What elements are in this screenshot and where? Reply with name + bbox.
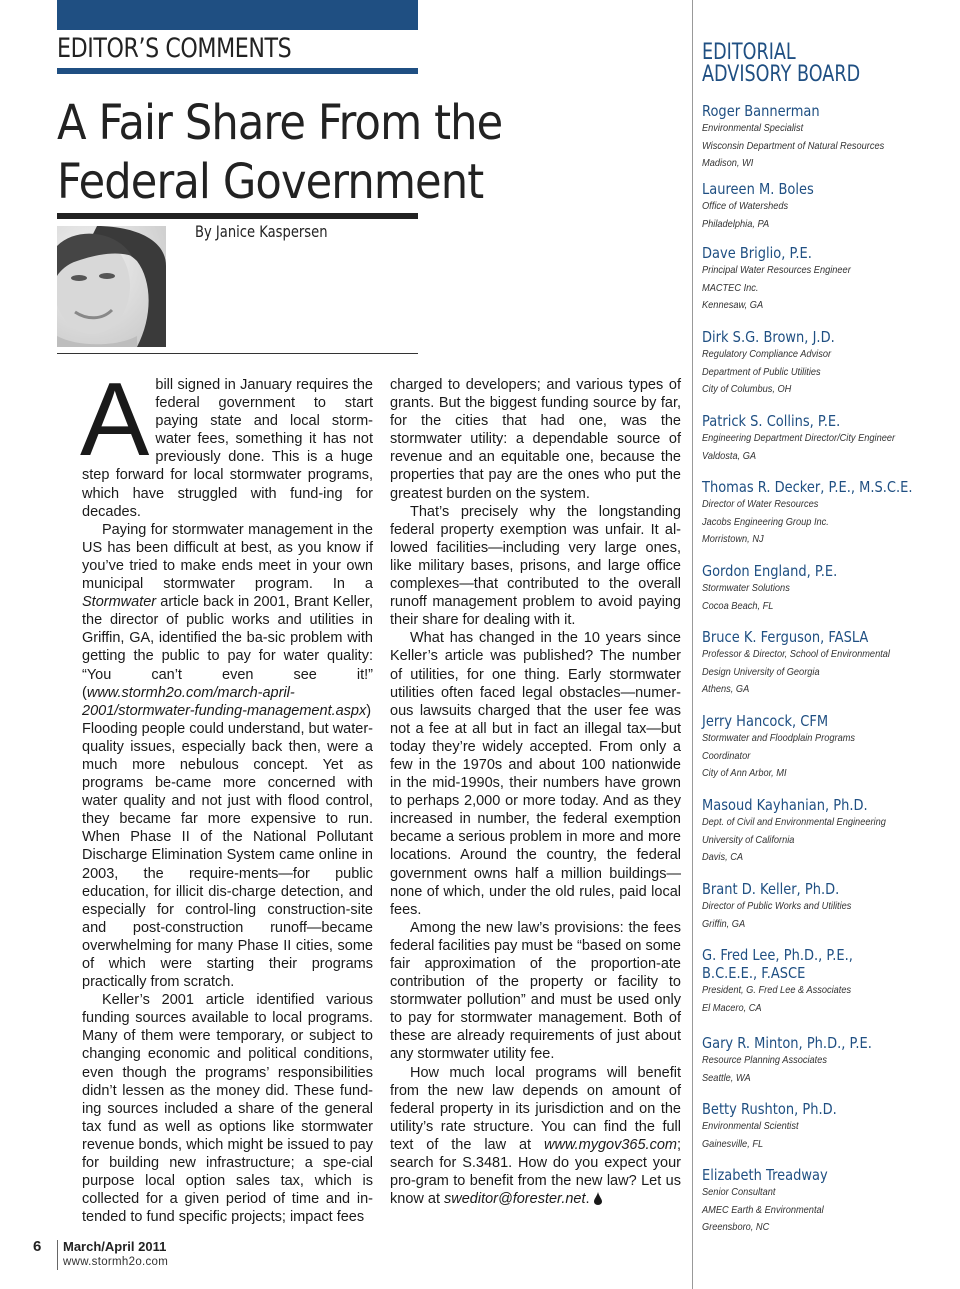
section-heading: EDITOR’S COMMENTS: [57, 33, 292, 64]
member-name: Roger Bannerman: [702, 102, 820, 120]
member-affiliation: Director of Public Works and Utilities: [702, 900, 852, 912]
board-member: [702, 562, 942, 615]
member-name: Gordon England, P.E.: [702, 562, 838, 580]
paragraph-text: That’s precisely why the longstanding federal property exemption was unfair. It al-lowed facilities—including very large ones, like military bases, prisons, and large office complexes—that contributed to the overall runoff management problem to avoid paying their share for dealing with it.: [390, 503, 681, 629]
member-name: Dave Briglio, P.E.: [702, 244, 812, 262]
member-affiliation: Resource Planning Associates: [702, 1054, 827, 1066]
member-affiliation: President, G. Fred Lee & Associates: [702, 984, 852, 996]
law-url: www.mygov365.com: [544, 1136, 677, 1153]
issue-date: March/April 2011: [63, 1239, 167, 1254]
member-name-cont: B.C.E.E., F.ASCE: [702, 964, 806, 982]
drop-cap: A: [80, 362, 150, 478]
paragraph: [82, 991, 373, 1226]
paragraph-text: .: [585, 1191, 594, 1208]
column-divider: [692, 0, 693, 1289]
board-member: [702, 880, 942, 933]
page-number: 6: [33, 1238, 42, 1255]
member-name: Gary R. Minton, Ph.D., P.E.: [702, 1034, 872, 1052]
member-name: Masoud Kayhanian, Ph.D.: [702, 796, 868, 814]
board-member: [702, 328, 942, 399]
member-affiliation: Wisconsin Department of Natural Resources: [702, 139, 885, 152]
top-color-bar: [57, 0, 418, 30]
paragraph: [390, 503, 681, 630]
byline: By Janice Kaspersen: [195, 222, 328, 241]
member-name: G. Fred Lee, Ph.D., P.E.,: [702, 946, 853, 964]
member-affiliation: Dept. of Civil and Environmental Engineering: [702, 816, 886, 828]
magazine-name: Stormwater: [82, 594, 157, 611]
member-affiliation: Cocoa Beach, FL: [702, 599, 774, 612]
article-column-2: [390, 376, 681, 1208]
paragraph: [390, 376, 681, 503]
paragraph-text: charged to developers; and various types of grants. But the biggest funding source by far, for the cities that had one, was the stormwater utility: a dependable source of revenue and an equitable one, because the properties that pay are the ones who put the greatest burden on the system.: [390, 377, 681, 502]
member-affiliation: Engineering Department Director/City Engineer: [702, 432, 896, 444]
member-affiliation: City of Columbus, OH: [702, 383, 792, 395]
footer-rule: [57, 1240, 58, 1270]
member-affiliation: Director of Water Resources: [702, 498, 819, 510]
member-affiliation: Regulatory Compliance Advisor: [702, 348, 832, 360]
member-affiliation: Design University of Georgia: [702, 665, 820, 678]
member-name: Thomas R. Decker, P.E., M.S.C.E.: [702, 478, 913, 496]
member-affiliation: Environmental Scientist: [702, 1120, 799, 1132]
member-affiliation: Senior Consultant: [702, 1186, 776, 1198]
paragraph-text: Keller’s 2001 article identified various funding sources available to local programs. Many of them were temporary, or subject to changing economic and political conditions, even though the programs’ responsibilities didn’t lessen as the money did. These fund-ing sources included a share of the general tax fund as well as options like stormwater revenue bonds, which might be issued to pay for building new infrastructure; a spe-cial purpose local option sales tax, which is collected for a given period of time and in-tended to fund specific projects; impact fees: [82, 992, 373, 1226]
water-drop-icon: [594, 1192, 602, 1205]
member-affiliation: Athens, GA: [702, 683, 750, 695]
footer-url: www.stormh2o.com: [63, 1256, 169, 1268]
board-member: [702, 628, 942, 699]
member-affiliation: Morristown, NJ: [702, 533, 764, 545]
article-url: www.stormh2o.com/march-april-2001/stormwater-funding-management.aspx: [82, 684, 367, 719]
board-member: [702, 180, 942, 233]
member-name: Laureen M. Boles: [702, 180, 814, 198]
member-affiliation: MACTEC Inc.: [702, 281, 759, 294]
paragraph: [82, 521, 373, 991]
member-name: Bruce K. Ferguson, FASLA: [702, 628, 869, 646]
member-affiliation: Greensboro, NC: [702, 1221, 770, 1233]
board-member: [702, 1166, 942, 1237]
member-name: Jerry Hancock, CFM: [702, 712, 829, 730]
member-affiliation: Seattle, WA: [702, 1071, 751, 1084]
board-member: [702, 412, 942, 465]
board-title-line-2: ADVISORY BOARD: [702, 62, 861, 87]
board-member: [702, 946, 942, 1017]
article-title: [57, 94, 525, 212]
title-line-2: Federal Government: [57, 154, 484, 210]
paragraph: [80, 362, 373, 521]
paragraph-text: bill signed in January requires the federal government to start paying state and local storm-water fees, something it has not previously done. This is a huge step forward for local stormwater programs, which have struggled with fund-ing for decades.: [82, 377, 373, 520]
paragraph-text: article back in 2001, Brant Keller, the director of public works and utilities in Griffin, GA, identified the ba-sic problem with getting the public to pay for water quality: “You can’t even see it!” (: [82, 594, 373, 701]
member-affiliation: Environmental Specialist: [702, 122, 804, 134]
board-member: [702, 1034, 942, 1087]
paragraph-text: ; search for S.3481. How do you expect your pro-gram to benefit from the new law? Let us know at: [390, 1136, 681, 1208]
member-affiliation: Philadelphia, PA: [702, 217, 770, 230]
member-name: Betty Rushton, Ph.D.: [702, 1100, 837, 1118]
member-affiliation: Stormwater Solutions: [702, 582, 790, 594]
member-affiliation: Gainesville, FL: [702, 1137, 764, 1150]
paragraph: [390, 1064, 681, 1209]
member-affiliation: Coordinator: [702, 749, 751, 762]
paragraph-text: Among the new law’s provisions: the fees federal facilities pay must be “based on some fair approximation of the proportion-ate contribution of the property or facility to stormwater pollution” and must be used only to pay for stormwater management. Both of these are already requirements of just about any stormwater utility fee.: [390, 919, 681, 1063]
member-affiliation: El Macero, CA: [702, 1001, 762, 1014]
member-affiliation: Griffin, GA: [702, 917, 746, 930]
member-affiliation: Office of Watersheds: [702, 200, 789, 212]
editor-email: sweditor@forester.net: [444, 1191, 586, 1208]
photo-rule: [57, 353, 418, 354]
paragraph-text: What has changed in the 10 years since Keller’s article was published? The number of utilities, for one thing. Early stormwater utilities often faced legal obstacles—numer-ous lawsuits charged that the user fee was not a fee at all but in fact an illegal tax—but today they’re widely accepted. From only a few in the 1970s and about 100 nationwide in the mid-1990s, their numbers have grown to perhaps 2,000 or more today. And as they increased in number, the federal exemption became a serious problem in more and more locations. Around the country, the federal government owns half a million buildings—none of which, under the old rules, paid local fees.: [390, 630, 681, 918]
paragraph-text: How much local programs will benefit from the new law depends on amount of federal property in its jurisdiction and on the utility’s rate structure. You can find the full text of the law at: [390, 1064, 681, 1153]
member-affiliation: Kennesaw, GA: [702, 299, 764, 311]
paragraph: [390, 629, 681, 919]
board-member: [702, 1100, 942, 1153]
author-photo: [57, 226, 166, 347]
board-member: [702, 712, 942, 783]
title-rule: [57, 213, 418, 219]
member-affiliation: Stormwater and Floodplain Programs: [702, 732, 856, 744]
member-affiliation: University of California: [702, 833, 795, 846]
member-name: Elizabeth Treadway: [702, 1166, 828, 1184]
member-name: Brant D. Keller, Ph.D.: [702, 880, 840, 898]
member-affiliation: Professor & Director, School of Environmental: [702, 648, 890, 660]
paragraph-text: Paying for stormwater management in the US has been difficult at best, as you know if you’ve tried to make ends meet in your own municipal stormwater program. In a: [82, 521, 373, 593]
member-affiliation: Davis, CA: [702, 851, 744, 863]
article-column-1: [80, 362, 373, 1226]
paragraph: [390, 919, 681, 1064]
member-name: Patrick S. Collins, P.E.: [702, 412, 841, 430]
heading-rule: [57, 68, 418, 74]
member-affiliation: Madison, WI: [702, 157, 754, 169]
board-member: [702, 796, 942, 867]
board-member: [702, 102, 942, 173]
title-line-1: A Fair Share From the: [57, 95, 503, 151]
member-affiliation: City of Ann Arbor, MI: [702, 767, 787, 779]
member-affiliation: AMEC Earth & Environmental: [702, 1203, 824, 1216]
member-name: Dirk S.G. Brown, J.D.: [702, 328, 835, 346]
board-member: [702, 244, 942, 315]
board-member: [702, 478, 942, 549]
member-affiliation: Principal Water Resources Engineer: [702, 264, 851, 276]
member-affiliation: Department of Public Utilities: [702, 365, 821, 378]
board-title-line-1: EDITORIAL: [702, 40, 796, 65]
board-title: [702, 42, 860, 86]
paragraph-text: ) Flooding people could understand, but water-quality issues, especially back then, were a much more nebulous concept. Yet as programs be-came more concerned with water quality and not just with flood control, they became far more expensive to run. When Phase II of the National Pollutant Discharge Elimination System came online in 2003, the require-ments—for public education, for illicit dis-charge detection, and especially for control-ling construction-site and post-construction runoff—became overwhelming for many Phase II cities, some of which were starting their programs practically from scratch.: [82, 702, 373, 991]
member-affiliation: Jacobs Engineering Group Inc.: [702, 515, 829, 528]
member-affiliation: Valdosta, GA: [702, 449, 757, 462]
